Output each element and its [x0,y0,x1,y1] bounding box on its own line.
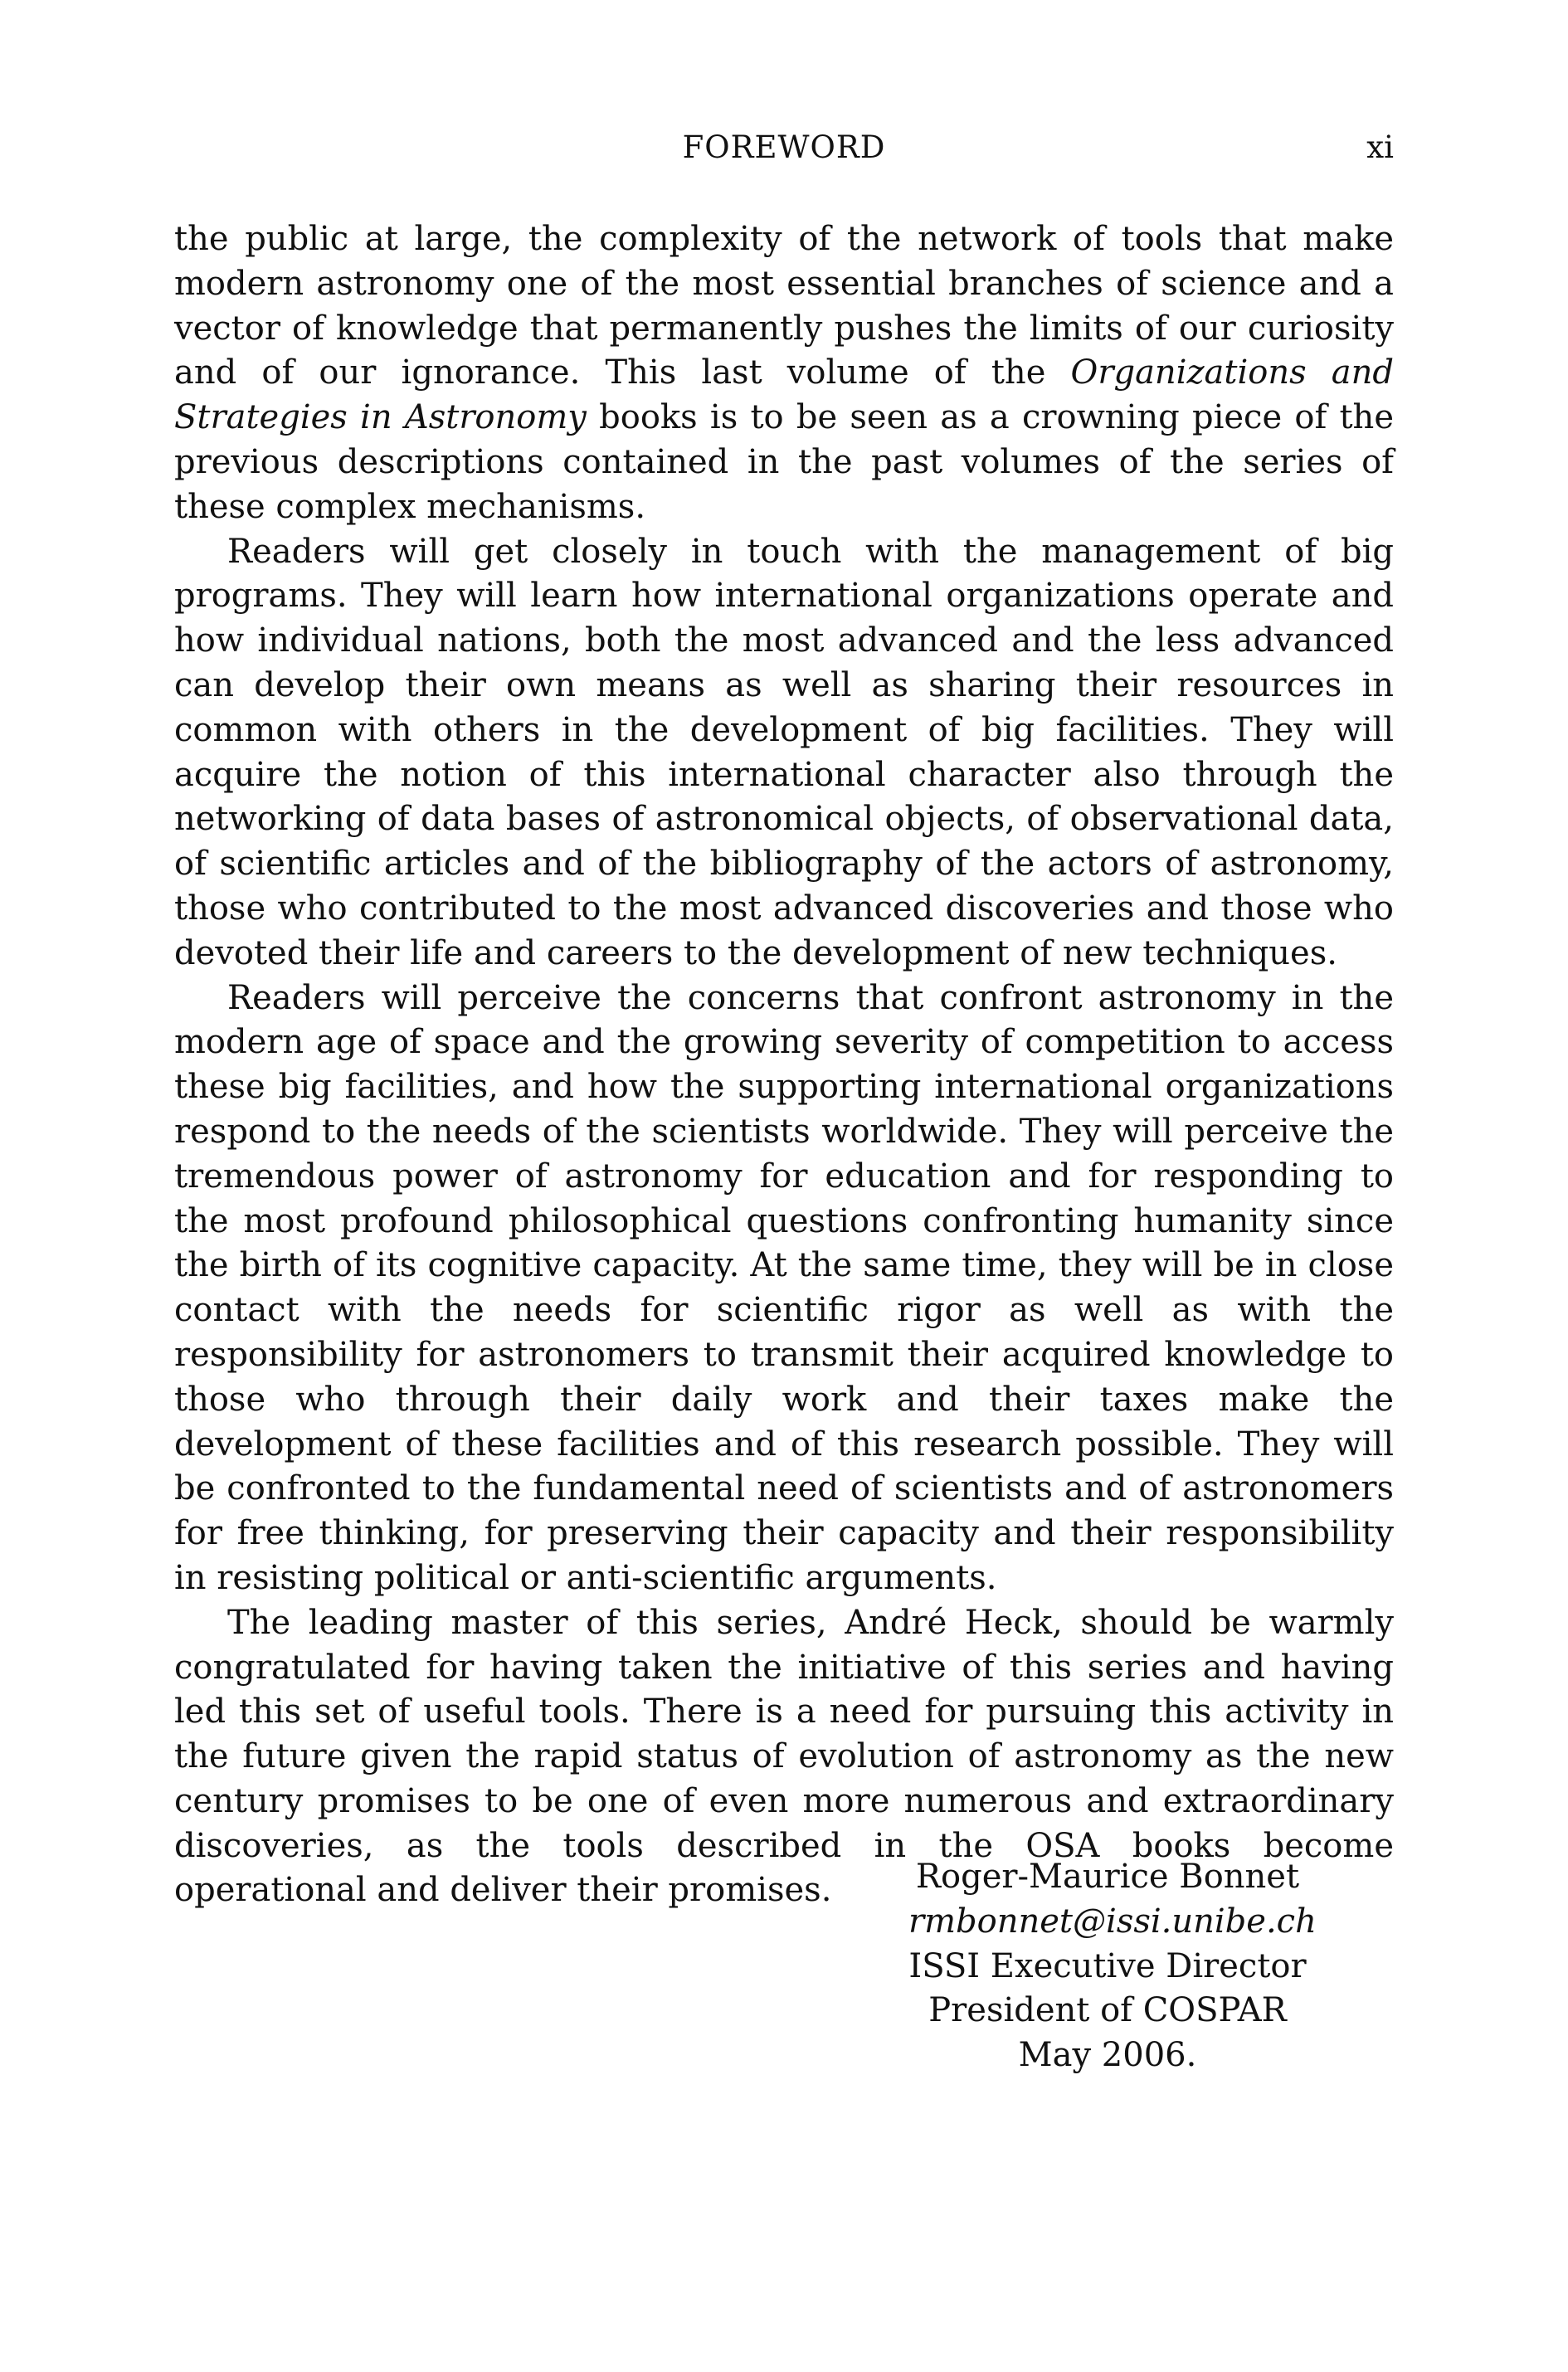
running-head [174,123,1394,173]
series-title: Organizations and Strategies in Astronomy [174,353,1395,437]
paragraph-1-text-b: books is to be seen as a crowning piece of the previous descriptions contained in the past volumes of the series of these complex mechanisms. [174,398,1394,526]
paragraph-1 [174,217,1394,530]
paragraph-2: Readers will get closely in touch with the management of big programs. They will learn how international organizations operate and how individual nations, both the most advanced and the less advanced can develop their own means as well as sharing their resources in common with others in the development of big facilities. They will acquire the notion of this international character also through the networking of data bases of astronomical objects, of observational data, of scientific articles and of the bibliography of the actors of astronomy, those who contributed to the most advanced discoveries and those who devoted their life and careers to the development of new techniques. [174,532,1394,972]
signature-email: rmbonnet@issi.unibe.ch [908,1902,1317,1941]
signature-position: President of COSPAR [928,1991,1287,2030]
page-number: xi [1366,129,1394,165]
paragraph-1-text-a: the public at large, the complexity of the network of tools that make modern astronomy one of the most essential branches of science and a vector of knowledge that permanently pushes the limits of our curiosity and of our ignorance. This last volume of the [174,220,1394,392]
signature-date: May 2006. [1018,2036,1197,2075]
paragraph-4: The leading master of this series, André Heck, should be warmly congratulated for having taken the initiative of this series and having led this set of useful tools. There is a need for pursuing this activity in the future given the rapid status of evolution of astronomy as the new century promises to be one of even more numerous and extraordinary discoveries, as the tools described in the OSA books become operational and deliver their promises. [174,1603,1394,1910]
foreword-body [174,217,1394,1913]
paragraph-3: Readers will perceive the concerns that confront astronomy in the modern age of space and the growing severity of competition to access these big facilities, and how the supporting international organizations respond to the needs of the scientists worldwide. They will perceive the tremendous power of astronomy for education and for responding to the most profound philosophical questions confronting humanity since the birth of its cognitive capacity. At the same time, they will be in close contact with the needs for scientific rigor as well as with the responsibility for astronomers to transmit their acquired knowledge to those who through their daily work and their taxes make the development of these facilities and of this research possible. They will be confronted to the fundamental need of scientists and of astronomers for free thinking, for preserving their capacity and their responsibility in resisting political or anti-scientific arguments. [174,978,1394,1597]
running-head-title: FOREWORD [682,129,886,165]
signature-role: ISSI Executive Director [908,1946,1307,1985]
signature-name: Roger-Maurice Bonnet [915,1858,1300,1896]
signature-block [908,1855,1317,2078]
